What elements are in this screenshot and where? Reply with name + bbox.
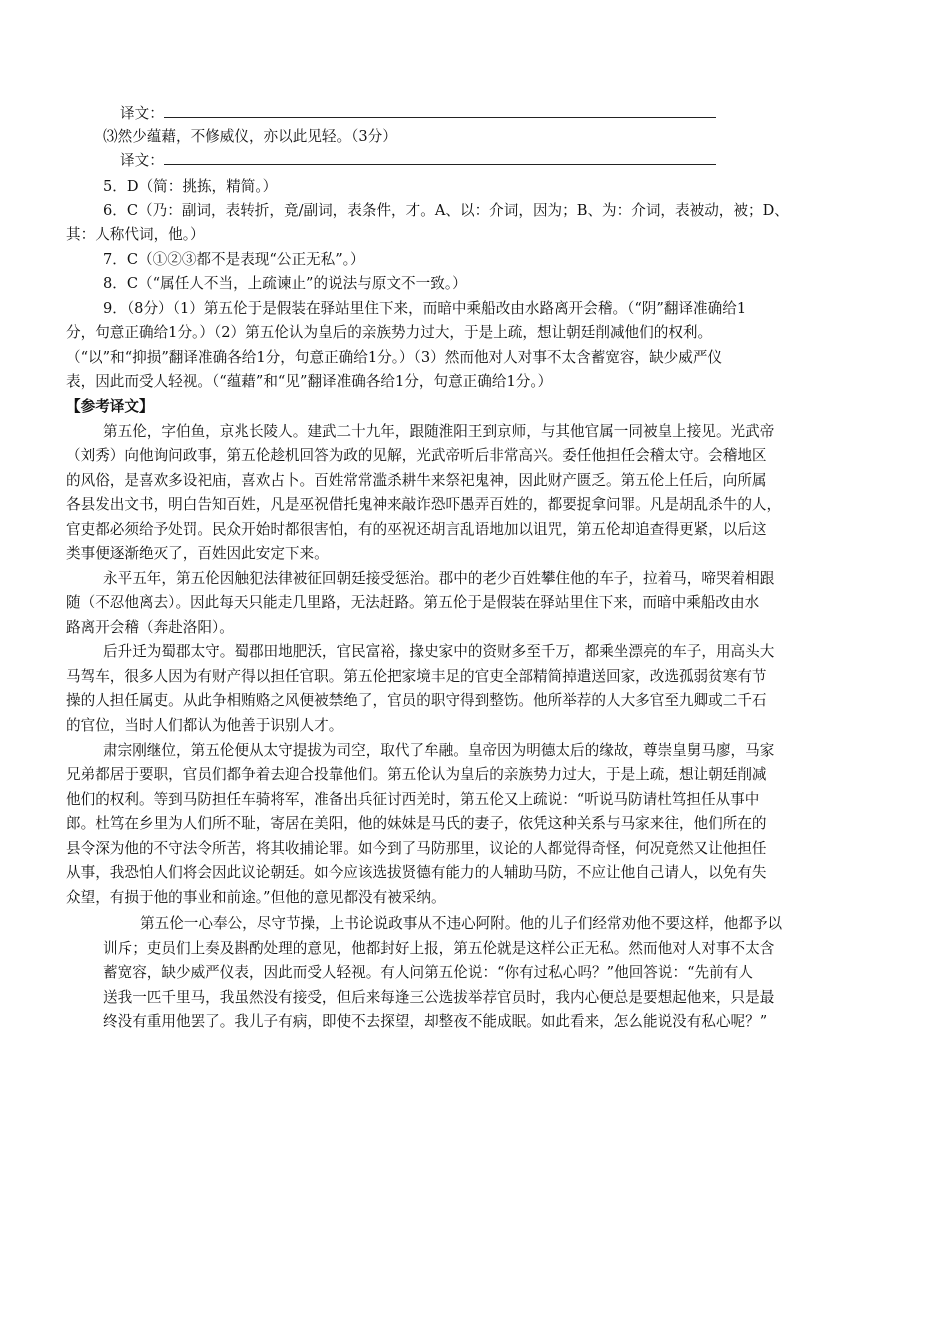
p2-line: 路离开会稽（奔赴洛阳）。	[66, 619, 234, 636]
answer-9-line: 表，因此而受人轻视。（“蕴藉”和“见”翻译准确各给1分，句意正确给1分。）	[66, 373, 553, 390]
p4-line: 郎。杜笃在乡里为人们所不耻，寄居在美阳，他的妹妹是马氏的妻子，依凭这种关系与马家来往，他们所在的	[66, 815, 767, 832]
p5-line: 训斥；吏员们上奏及斟酌处理的意见，他都封好上报，第五伦就是这样公正无私。然而他对人对事不太含	[103, 940, 775, 957]
p3-line: 操的人担任属吏。从此争相贿赂之风便被禁绝了，官员的职守得到整饬。他所举荐的人大多官至九卿或二千石	[66, 692, 767, 709]
answer-7: 7．C（①②③都不是表现“公正无私”。）	[103, 251, 365, 268]
p5-line: 终没有重用他罢了。我儿子有病，即使不去探望，却整夜不能成眠。如此看来，怎么能说没有私心呢？”	[103, 1013, 768, 1030]
p4-line: 他们的权利。等到马防担任车骑将军，准备出兵征讨西羌时，第五伦又上疏说：“听说马防请杜笃担任从事中	[66, 791, 760, 808]
p4-line: 从事，我恐怕人们将会因此议论朝廷。如今应该选拔贤德有能力的人辅助马防，不应让他自己请人，以免有失	[66, 864, 767, 881]
translation-label: 译文：	[120, 152, 164, 169]
translation-label: 译文：	[120, 105, 164, 122]
translation-line-2	[120, 103, 716, 125]
answer-6-line: 其：人称代词，他。）	[66, 226, 205, 243]
p1-line: 官吏都必须给予处罚。民众开始时都很害怕，有的巫祝还胡言乱语地加以诅咒，第五伦却追查得更紧，以后这	[66, 521, 767, 538]
question-3: ⑶然少蕴藉，不修威仪，亦以此见轻。（3分）	[103, 128, 397, 145]
p3-line: 后升迁为蜀郡太守。蜀郡田地肥沃，官民富裕，掾史家中的资财多至千万，都乘坐漂亮的车子，用高头大	[103, 643, 775, 660]
answer-blank	[164, 163, 716, 165]
answer-6-line: 6．C（乃：副词，表转折，竟/副词，表条件，才。A、以：介词，因为；B、为：介词，表被动，被；D、	[103, 202, 789, 219]
p5-line: 第五伦一心奉公，尽守节操，上书论说政事从不违心阿附。他的儿子们经常劝他不要这样，他都予以	[140, 915, 783, 932]
p1-line: 第五伦，字伯鱼，京兆长陵人。建武二十九年，跟随淮阳王到京师，与其他官属一同被皇上接见。光武帝	[103, 423, 775, 440]
answer-9-line: 9．（8分）（1）第五伦于是假装在驿站里住下来，而暗中乘船改由水路离开会稽。（“阴”翻译准确给1	[103, 300, 747, 317]
p2-line: 随（不忍他离去）。因此每天只能走几里路，无法赶路。第五伦于是假装在驿站里住下来，而暗中乘船改由水	[66, 594, 760, 611]
p5-line: 蓄宽容，缺少威严仪表，因此而受人轻视。有人问第五伦说：“你有过私心吗？”他回答说：“先前有人	[103, 964, 753, 981]
reference-heading: 【参考译文】	[66, 398, 154, 415]
translation-line-3	[120, 150, 716, 172]
p4-line: 县令深为他的不守法令所苦，将其收捕论罪。如今到了马防那里，议论的人都觉得奇怪，何况竟然又让他担任	[66, 840, 767, 857]
p4-line: 众望，有损于他的事业和前途。”但他的意见都没有被采纳。	[66, 889, 446, 906]
p3-line: 马驾车，很多人因为有财产得以担任官职。第五伦把家境丰足的官吏全部精简掉遣送回家，改选孤弱贫寒有节	[66, 668, 767, 685]
p3-line: 的官位，当时人们都认为他善于识别人才。	[66, 717, 344, 734]
p1-line: 的风俗，是喜欢多设祀庙，喜欢占卜。百姓常常滥杀耕牛来祭祀鬼神，因此财产匮乏。第五伦上任后，向所属	[66, 472, 767, 489]
p5-line: 送我一匹千里马，我虽然没有接受，但后来每逢三公选拔举荐官员时，我内心便总是要想起他来，只是最	[103, 989, 775, 1006]
answer-9-line: （“以”和“抑损”翻译准确各给1分，句意正确给1分。）（3）然而他对人对事不太含蓄宽容，缺少威严仪	[66, 349, 723, 366]
answer-8: 8．C（“属任人不当，上疏谏止”的说法与原文不一致。）	[103, 275, 467, 292]
p4-line: 肃宗刚继位，第五伦便从太守提拔为司空，取代了牟融。皇帝因为明德太后的缘故，尊崇皇舅马廖，马家	[103, 742, 775, 759]
p4-line: 兄弟都居于要职，官员们都争着去迎合投靠他们。第五伦认为皇后的亲族势力过大，于是上疏，想让朝廷削减	[66, 766, 767, 783]
answer-blank	[164, 116, 716, 118]
p1-line: （刘秀）向他询问政事，第五伦趁机回答为政的见解，光武帝听后非常高兴。委任他担任会稽太守。会稽地区	[66, 447, 767, 464]
p1-line: 各县发出文书，明白告知百姓，凡是巫祝借托鬼神来敲诈恐吓愚弄百姓的，都要捉拿问罪。凡是胡乱杀牛的人，	[66, 496, 782, 513]
p2-line: 永平五年，第五伦因触犯法律被征回朝廷接受惩治。郡中的老少百姓攀住他的车子，拉着马，啼哭着相跟	[103, 570, 775, 587]
p1-line: 类事便逐渐绝灭了，百姓因此安定下来。	[66, 545, 329, 562]
answer-9-line: 分，句意正确给1分。）（2）第五伦认为皇后的亲族势力过大，于是上疏，想让朝廷削减他们的权利。	[66, 324, 713, 341]
answer-5: 5．D（简：挑拣，精简。）	[103, 178, 278, 195]
